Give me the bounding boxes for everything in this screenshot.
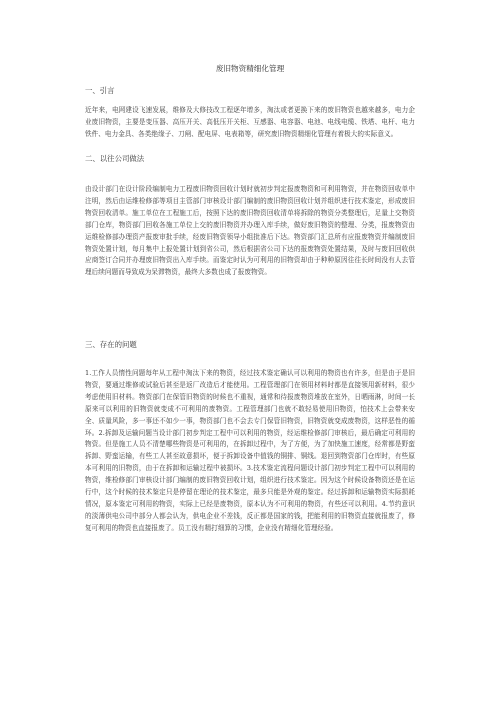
document-title: 废旧物资精细化管理 [215, 64, 285, 73]
section-heading-introduction: 一、引言 [85, 86, 115, 95]
section-paragraph-previous-practice: 由设计部门在设计阶段编制电力工程废旧物资回收计划时就初步判定报废物资和可利用物资，并在物资回收单中注明，然后由运维检修部等项目主管部门审核设计部门编制的废旧物资回收计划并组织进行技术鉴定，形成废旧物资回收清单。施工单位在工程施工后，按照下达的废旧物资回收清单将拆除的物资分类整理后，足量上交物资部门仓库，物资部门回收各施工单位上交的废旧物资并办理入库手续，做好废旧物资的整理、分类，报废物资由运维检修部办理资产报废审批手续，经废旧物资领导小组批准后下达。物资部门汇总所有应报废物资并编制废旧物资处置计划，每月集中上报处置计划到省公司，然后根据省公司下达的报废物资处置结果，及时与废旧回收供应商签订合同并办理废旧物资出入库手续。而鉴定时认为可利用的旧物资却由于种种原因往往长时间没有人去管理后续问题而导致成为呆滞物资，最终大多数也成了报废物资。 [85, 185, 415, 277]
section-paragraph-introduction: 近年来，电网建设飞速发展，维修及大修技改工程逐年增多，淘汰或者更换下来的废旧物资也越来越多，电力企业废旧物资，主要是变压器、高压开关、高低压开关柜、互感器、电容器、电池、电线电缆、铁塔、电杆、电力铁件、电力金具、各类绝缘子、刀闸、配电屏、电表箱等，研究废旧物资精细化管理有着极大的实际意义。 [85, 106, 415, 138]
section-heading-previous-practice: 二、以往公司做法 [85, 154, 145, 163]
section-heading-existing-problems: 三、存在的问题 [85, 340, 137, 349]
section-paragraph-existing-problems: 1.工作人员惰性问题每年从工程中淘汰下来的物资，经过技术鉴定确认可以利用的物资也有许多，但是由于是旧物资，要通过维修或试验后甚至是返厂改造后才能使用。工程管理部门在领用材料时都是直接领用新材料，很少考虑使用旧材料。物资部门在保管旧物资的时候也不重视，通常和待报废物资堆放在室外，日晒雨淋，时间一长原来可以利用的旧物资就变成不可利用的废物资。工程管理部门也就不敢轻易使用旧物资，怕技术上会带来安全、质量风险，多一事还不如少一事，物资部门也不会去专门保管旧物资，旧物资就变成废物资，这样恶性的循环。2.拆卸及运输问题当设计部门初步判定工程中可以利用的物资，经运维检修部门审核后，最后确定可利用的物资。但是施工人员不清楚哪些物资是可利用的，在拆卸过程中，为了方便，为了加快施工速度，经常都是野蛮拆卸、野蛮运输，有些工人甚至故意损坏，便于拆卸设备中值钱的铜排、铜线。退回到物资部门仓库时，有些原本可利用的旧物资，由于在拆卸和运输过程中被损坏。3.技术鉴定流程问题设计部门初步判定工程中可以利用的物资，维检修部门审核设计部门编制的废旧物资回收计划，组织进行技术鉴定。因为这个时候设备物资还是在运行中，这个时候的技术鉴定只是停留在理论的技术鉴定，最多只能是外观的鉴定。经过拆卸和运输物资实际损耗情况，原本鉴定可利用的物资，实际上已经是废物资，原本认为不可利用的物资，有些还可以利用。4.节约意识的淡薄供电公司中部分人都会认为，供电企业不差钱，反正都是国家的钱，把能利用的旧物资直接就报废了，修复可利用的物资也直接报废了。员工没有精打细算的习惯，企业没有精细化管理经验。 [85, 369, 415, 532]
